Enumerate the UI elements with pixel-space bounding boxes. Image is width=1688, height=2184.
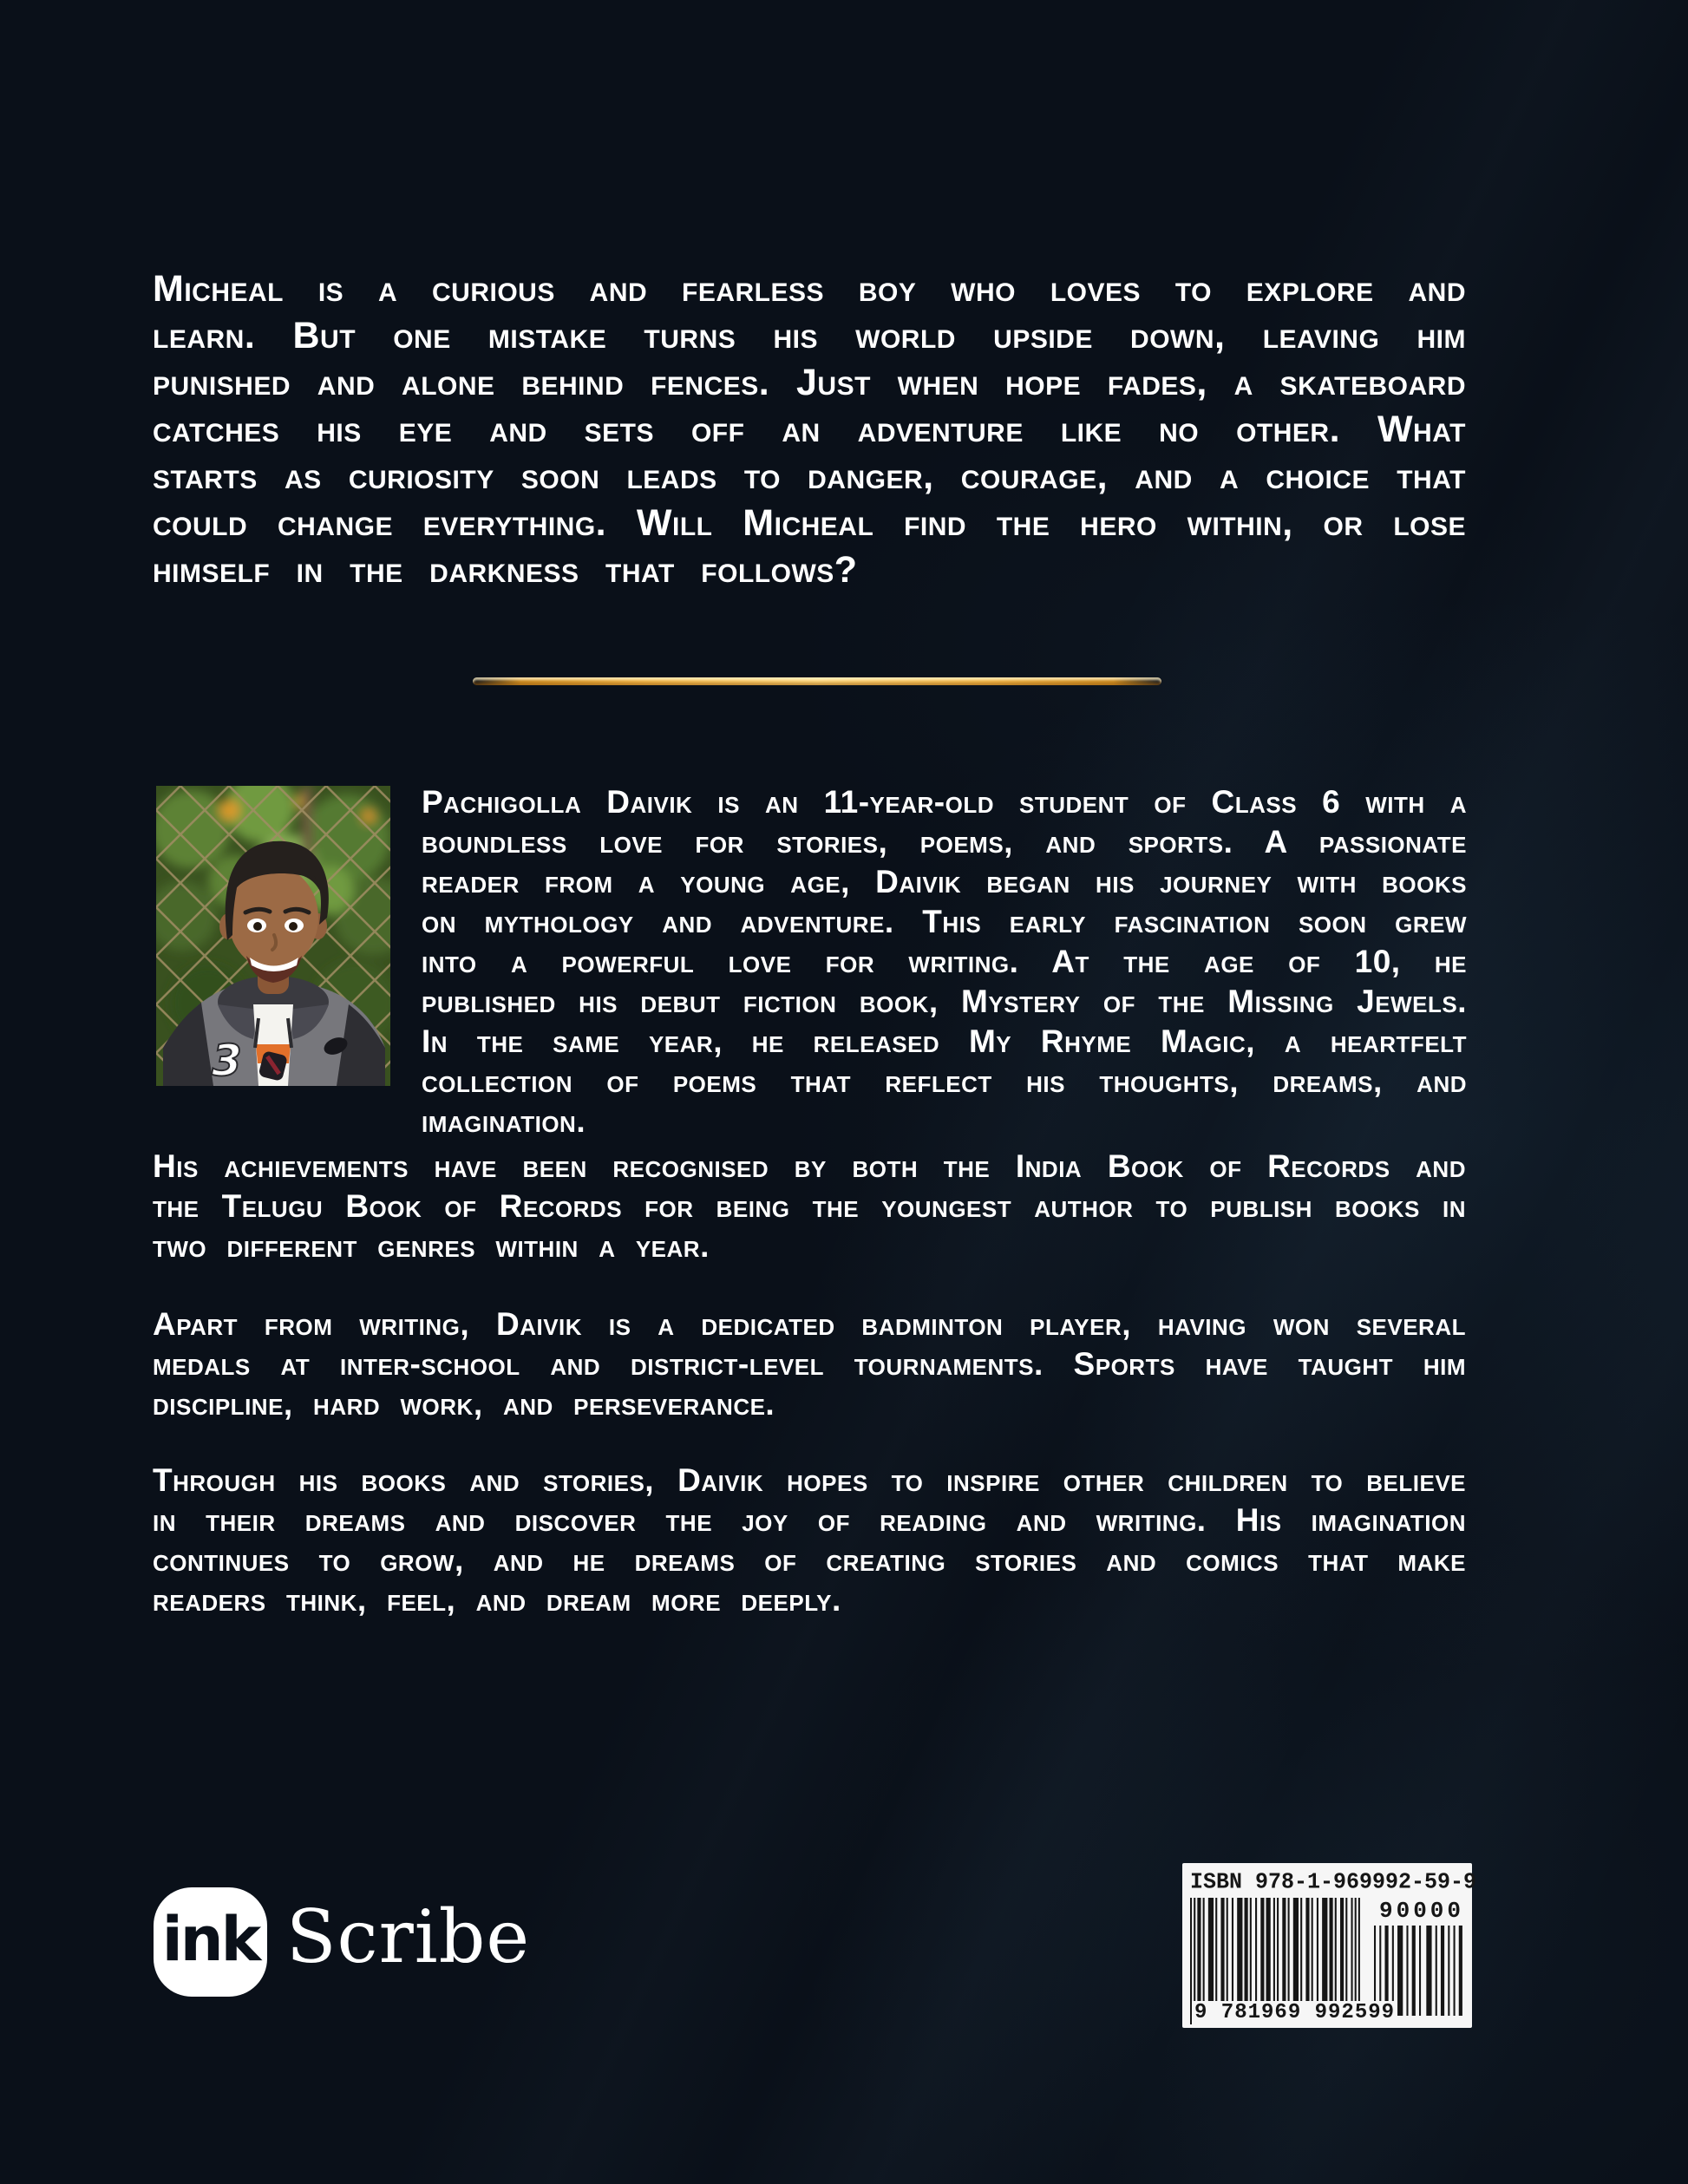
publisher-name: Scribe [286, 1894, 531, 1979]
publisher-logo [154, 1887, 530, 1997]
author-sports-text: Apart from writing, Daivik is a dedicated badminton player, having won several medals at inter-school and district-level tournaments. Sports have taught him discipline, hard work, and perseverance. [153, 1306, 1466, 1422]
author-bio-text: Pachigolla Daivik is an 11-year-old student of Class 6 with a boundless love for stories, poems, and sports. A passionate reader from a young age, Daivik began his journey with books on mythology and adventure. This early fascination soon grew into a powerful love for writing. At the age of 10, he published his debut fiction book, Mystery of the Missing Jewels. In the same year, he released My Rhyme Magic, a heartfelt collection of poems that reflect his thoughts, dreams, and imagination. [422, 784, 1467, 1139]
ink-badge-text: ink [161, 1904, 259, 1975]
author-achievements-text: His achievements have been recognised by both the India Book of Records and the Telugu Book of Records for being the youngest author to publish books in two different genres within a year. [153, 1148, 1466, 1264]
ink-badge-icon [154, 1887, 267, 1997]
ean13-barcode [1190, 1898, 1396, 2024]
barcode-price-code: 90000 [1378, 1898, 1464, 1924]
isbn-label: ISBN 978-1-969992-59-9 [1190, 1868, 1477, 1895]
barcode-panel [1182, 1863, 1477, 2028]
barcode-digits: 9 781969 992599 [1192, 2001, 1397, 2024]
author-closing-text: Through his books and stories, Daivik hopes to inspire other children to believe in their dreams and discover the joy of reading and writing. His imagination continues to grow, and he dreams of creating stories and comics that make readers think, feel, and dream more deeply. [153, 1462, 1466, 1618]
author-portrait-photo [156, 786, 390, 1086]
synopsis-text: Micheal is a curious and fearless boy who loves to explore and learn. But one mistake turns his world upside down, leaving him punished and alone behind fences. Just when hope fades, a skateboard catches his eye and sets off an adventure like no other. What starts as curiosity soon leads to danger, courage, and a choice that could change everything. Will Micheal find the hero within, or lose himself in the darkness that follows? [153, 268, 1466, 591]
gold-divider-rule [473, 677, 1161, 685]
barcode-bars-row [1190, 1898, 1464, 2024]
svg-text:3: 3 [212, 1036, 242, 1086]
